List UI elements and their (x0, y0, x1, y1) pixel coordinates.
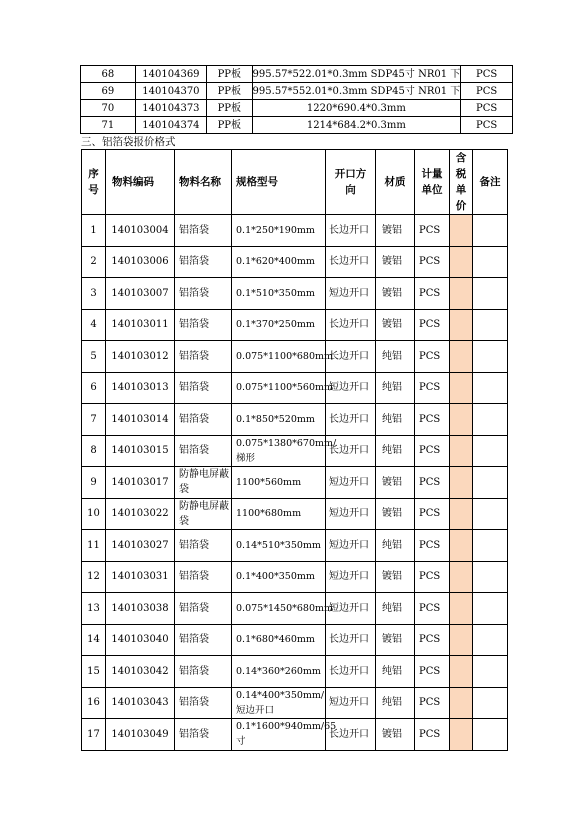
row-index: 6 (82, 372, 106, 404)
tax-inclusive-price-cell[interactable] (450, 372, 473, 404)
spec-model: 0.1*850*520mm (232, 404, 326, 436)
material-type: 镀铝 (376, 624, 415, 656)
material-code: 140103043 (106, 687, 175, 719)
remark-cell[interactable] (473, 341, 508, 373)
row-index: 3 (82, 278, 106, 310)
remark-cell[interactable] (473, 309, 508, 341)
material-name: 防静电屏蔽袋 (175, 467, 232, 499)
table-row (82, 278, 508, 310)
table-row (82, 309, 508, 341)
row-index: 8 (82, 435, 106, 467)
material-type: 镀铝 (376, 719, 415, 751)
table-row (82, 593, 508, 625)
material-type: 镀铝 (376, 215, 415, 247)
spec-model: 0.14*360*260mm (232, 656, 326, 688)
material-name: 铝箔袋 (175, 561, 232, 593)
tax-inclusive-price-cell[interactable] (450, 215, 473, 247)
pp-index: 68 (81, 66, 136, 83)
opening-direction: 长边开口 (326, 215, 376, 247)
material-code: 140103004 (106, 215, 175, 247)
material-code: 140103014 (106, 404, 175, 436)
remark-cell[interactable] (473, 246, 508, 278)
spec-model: 0.1*400*350mm (232, 561, 326, 593)
pp-spec: 1214*684.2*0.3mm (252, 117, 461, 134)
spec-model: 0.075*1100*560mm (232, 372, 326, 404)
tax-inclusive-price-cell[interactable] (450, 687, 473, 719)
tax-inclusive-price-cell[interactable] (450, 341, 473, 373)
tax-inclusive-price-cell[interactable] (450, 624, 473, 656)
material-type: 镀铝 (376, 246, 415, 278)
spec-model: 1100*680mm (232, 498, 326, 530)
table-row (82, 341, 508, 373)
unit-of-measure: PCS (415, 341, 450, 373)
row-index: 7 (82, 404, 106, 436)
material-type: 镀铝 (376, 309, 415, 341)
material-code: 140103040 (106, 624, 175, 656)
material-name: 铝箔袋 (175, 593, 232, 625)
spec-model: 0.14*510*350mm (232, 530, 326, 562)
header-opening: 开口方向 (326, 150, 376, 215)
table-row (82, 372, 508, 404)
material-name: 铝箔袋 (175, 278, 232, 310)
unit-of-measure: PCS (415, 246, 450, 278)
material-code: 140103027 (106, 530, 175, 562)
pp-name: PP板 (207, 117, 252, 134)
row-index: 5 (82, 341, 106, 373)
remark-cell[interactable] (473, 687, 508, 719)
material-code: 140103031 (106, 561, 175, 593)
unit-of-measure: PCS (415, 530, 450, 562)
header-note: 备注 (473, 150, 508, 215)
table-row (82, 246, 508, 278)
opening-direction: 短边开口 (326, 593, 376, 625)
material-type: 纯铝 (376, 404, 415, 436)
pp-name: PP板 (207, 83, 252, 100)
header-index: 序号 (82, 150, 106, 215)
unit-of-measure: PCS (415, 498, 450, 530)
tax-inclusive-price-cell[interactable] (450, 278, 473, 310)
remark-cell[interactable] (473, 278, 508, 310)
material-code: 140103017 (106, 467, 175, 499)
table-row (82, 561, 508, 593)
opening-direction: 长边开口 (326, 435, 376, 467)
opening-direction: 长边开口 (326, 404, 376, 436)
remark-cell[interactable] (473, 498, 508, 530)
material-name: 铝箔袋 (175, 530, 232, 562)
material-code: 140103049 (106, 719, 175, 751)
header-code: 物料编码 (106, 150, 175, 215)
spec-model: 0.14*400*350mm/短边开口 (232, 687, 326, 719)
row-index: 1 (82, 215, 106, 247)
material-name: 铝箔袋 (175, 341, 232, 373)
material-type: 纯铝 (376, 656, 415, 688)
header-row (82, 150, 508, 215)
pp-index: 71 (81, 117, 136, 134)
pp-spec: 1220*690.4*0.3mm (252, 100, 461, 117)
unit-of-measure: PCS (415, 278, 450, 310)
spec-model: 0.075*1450*680mm (232, 593, 326, 625)
material-name: 铝箔袋 (175, 309, 232, 341)
pp-board-table (80, 65, 513, 134)
material-type: 纯铝 (376, 435, 415, 467)
remark-cell[interactable] (473, 624, 508, 656)
pp-spec: 995.57*522.01*0.3mm SDP45寸 NR01 下 (252, 66, 461, 83)
spec-model: 0.1*250*190mm (232, 215, 326, 247)
material-type: 纯铝 (376, 593, 415, 625)
remark-cell[interactable] (473, 719, 508, 751)
pp-code: 140104373 (135, 100, 206, 117)
remark-cell[interactable] (473, 593, 508, 625)
material-type: 纯铝 (376, 530, 415, 562)
unit-of-measure: PCS (415, 309, 450, 341)
material-type: 镀铝 (376, 467, 415, 499)
row-index: 9 (82, 467, 106, 499)
pp-row (81, 117, 513, 134)
row-index: 13 (82, 593, 106, 625)
table-row (82, 404, 508, 436)
material-type: 纯铝 (376, 687, 415, 719)
pp-row (81, 66, 513, 83)
material-type: 镀铝 (376, 278, 415, 310)
unit-of-measure: PCS (415, 467, 450, 499)
tax-inclusive-price-cell[interactable] (450, 498, 473, 530)
material-name: 铝箔袋 (175, 404, 232, 436)
pp-index: 69 (81, 83, 136, 100)
opening-direction: 长边开口 (326, 309, 376, 341)
table-row (82, 719, 508, 751)
material-name: 铝箔袋 (175, 656, 232, 688)
table-row (82, 498, 508, 530)
material-name: 铝箔袋 (175, 624, 232, 656)
pp-index: 70 (81, 100, 136, 117)
unit-of-measure: PCS (415, 372, 450, 404)
unit-of-measure: PCS (415, 624, 450, 656)
material-code: 140103012 (106, 341, 175, 373)
tax-inclusive-price-cell[interactable] (450, 656, 473, 688)
row-index: 11 (82, 530, 106, 562)
material-name: 铝箔袋 (175, 435, 232, 467)
tax-inclusive-price-cell[interactable] (450, 309, 473, 341)
table-row (82, 656, 508, 688)
unit-of-measure: PCS (415, 593, 450, 625)
unit-of-measure: PCS (415, 656, 450, 688)
pp-spec: 995.57*552.01*0.3mm SDP45寸 NR01 下 (252, 83, 461, 100)
opening-direction: 长边开口 (326, 656, 376, 688)
remark-cell[interactable] (473, 561, 508, 593)
pp-code: 140104374 (135, 117, 206, 134)
header-spec: 规格型号 (232, 150, 326, 215)
row-index: 12 (82, 561, 106, 593)
opening-direction: 长边开口 (326, 246, 376, 278)
row-index: 4 (82, 309, 106, 341)
material-type: 纯铝 (376, 341, 415, 373)
table-row (82, 624, 508, 656)
pp-unit: PCS (461, 66, 513, 83)
opening-direction: 短边开口 (326, 498, 376, 530)
spec-model: 0.1*620*400mm (232, 246, 326, 278)
header-unit: 计量单位 (415, 150, 450, 215)
tax-inclusive-price-cell[interactable] (450, 530, 473, 562)
spec-model: 1100*560mm (232, 467, 326, 499)
opening-direction: 短边开口 (326, 687, 376, 719)
tax-inclusive-price-cell[interactable] (450, 435, 473, 467)
header-material: 材质 (376, 150, 415, 215)
material-name: 铝箔袋 (175, 687, 232, 719)
unit-of-measure: PCS (415, 719, 450, 751)
row-index: 15 (82, 656, 106, 688)
opening-direction: 短边开口 (326, 530, 376, 562)
material-name: 防静电屏蔽袋 (175, 498, 232, 530)
row-index: 10 (82, 498, 106, 530)
remark-cell[interactable] (473, 656, 508, 688)
unit-of-measure: PCS (415, 435, 450, 467)
material-code: 140103038 (106, 593, 175, 625)
spec-model: 0.1*370*250mm (232, 309, 326, 341)
foil-bag-table (81, 149, 508, 751)
unit-of-measure: PCS (415, 561, 450, 593)
pp-unit: PCS (461, 100, 513, 117)
opening-direction: 短边开口 (326, 278, 376, 310)
material-name: 铝箔袋 (175, 719, 232, 751)
spec-model: 0.1*1600*940mm/65寸 (232, 719, 326, 751)
unit-of-measure: PCS (415, 687, 450, 719)
material-code: 140103013 (106, 372, 175, 404)
remark-cell[interactable] (473, 530, 508, 562)
remark-cell[interactable] (473, 372, 508, 404)
table-row (82, 687, 508, 719)
row-index: 14 (82, 624, 106, 656)
remark-cell[interactable] (473, 435, 508, 467)
pp-unit: PCS (461, 83, 513, 100)
table-row (82, 435, 508, 467)
material-type: 镀铝 (376, 498, 415, 530)
material-type: 纯铝 (376, 372, 415, 404)
pp-row (81, 100, 513, 117)
pp-name: PP板 (207, 100, 252, 117)
material-name: 铝箔袋 (175, 246, 232, 278)
material-code: 140103007 (106, 278, 175, 310)
section-heading: 三、铝箔袋报价格式 (81, 136, 176, 148)
pp-code: 140104370 (135, 83, 206, 100)
row-index: 2 (82, 246, 106, 278)
material-name: 铝箔袋 (175, 215, 232, 247)
remark-cell[interactable] (473, 404, 508, 436)
tax-inclusive-price-cell[interactable] (450, 719, 473, 751)
table-row (82, 467, 508, 499)
opening-direction: 短边开口 (326, 561, 376, 593)
table-row (82, 530, 508, 562)
pp-row (81, 83, 513, 100)
row-index: 17 (82, 719, 106, 751)
spec-model: 0.075*1380*670mm/梯形 (232, 435, 326, 467)
opening-direction: 长边开口 (326, 624, 376, 656)
material-name: 铝箔袋 (175, 372, 232, 404)
pp-code: 140104369 (135, 66, 206, 83)
tax-inclusive-price-cell[interactable] (450, 593, 473, 625)
material-code: 140103006 (106, 246, 175, 278)
pp-name: PP板 (207, 66, 252, 83)
table-row (82, 215, 508, 247)
header-name: 物料名称 (175, 150, 232, 215)
spec-model: 0.1*680*460mm (232, 624, 326, 656)
remark-cell[interactable] (473, 215, 508, 247)
spec-model: 0.1*510*350mm (232, 278, 326, 310)
tax-inclusive-price-cell[interactable] (450, 404, 473, 436)
opening-direction: 短边开口 (326, 372, 376, 404)
opening-direction: 长边开口 (326, 719, 376, 751)
opening-direction: 长边开口 (326, 341, 376, 373)
row-index: 16 (82, 687, 106, 719)
opening-direction: 短边开口 (326, 467, 376, 499)
header-price: 含税单价 (450, 150, 473, 215)
material-type: 镀铝 (376, 561, 415, 593)
tax-inclusive-price-cell[interactable] (450, 467, 473, 499)
material-code: 140103042 (106, 656, 175, 688)
material-code: 140103015 (106, 435, 175, 467)
unit-of-measure: PCS (415, 215, 450, 247)
unit-of-measure: PCS (415, 404, 450, 436)
material-code: 140103022 (106, 498, 175, 530)
material-code: 140103011 (106, 309, 175, 341)
tax-inclusive-price-cell[interactable] (450, 561, 473, 593)
pp-unit: PCS (461, 117, 513, 134)
spec-model: 0.075*1100*680mm (232, 341, 326, 373)
tax-inclusive-price-cell[interactable] (450, 246, 473, 278)
remark-cell[interactable] (473, 467, 508, 499)
